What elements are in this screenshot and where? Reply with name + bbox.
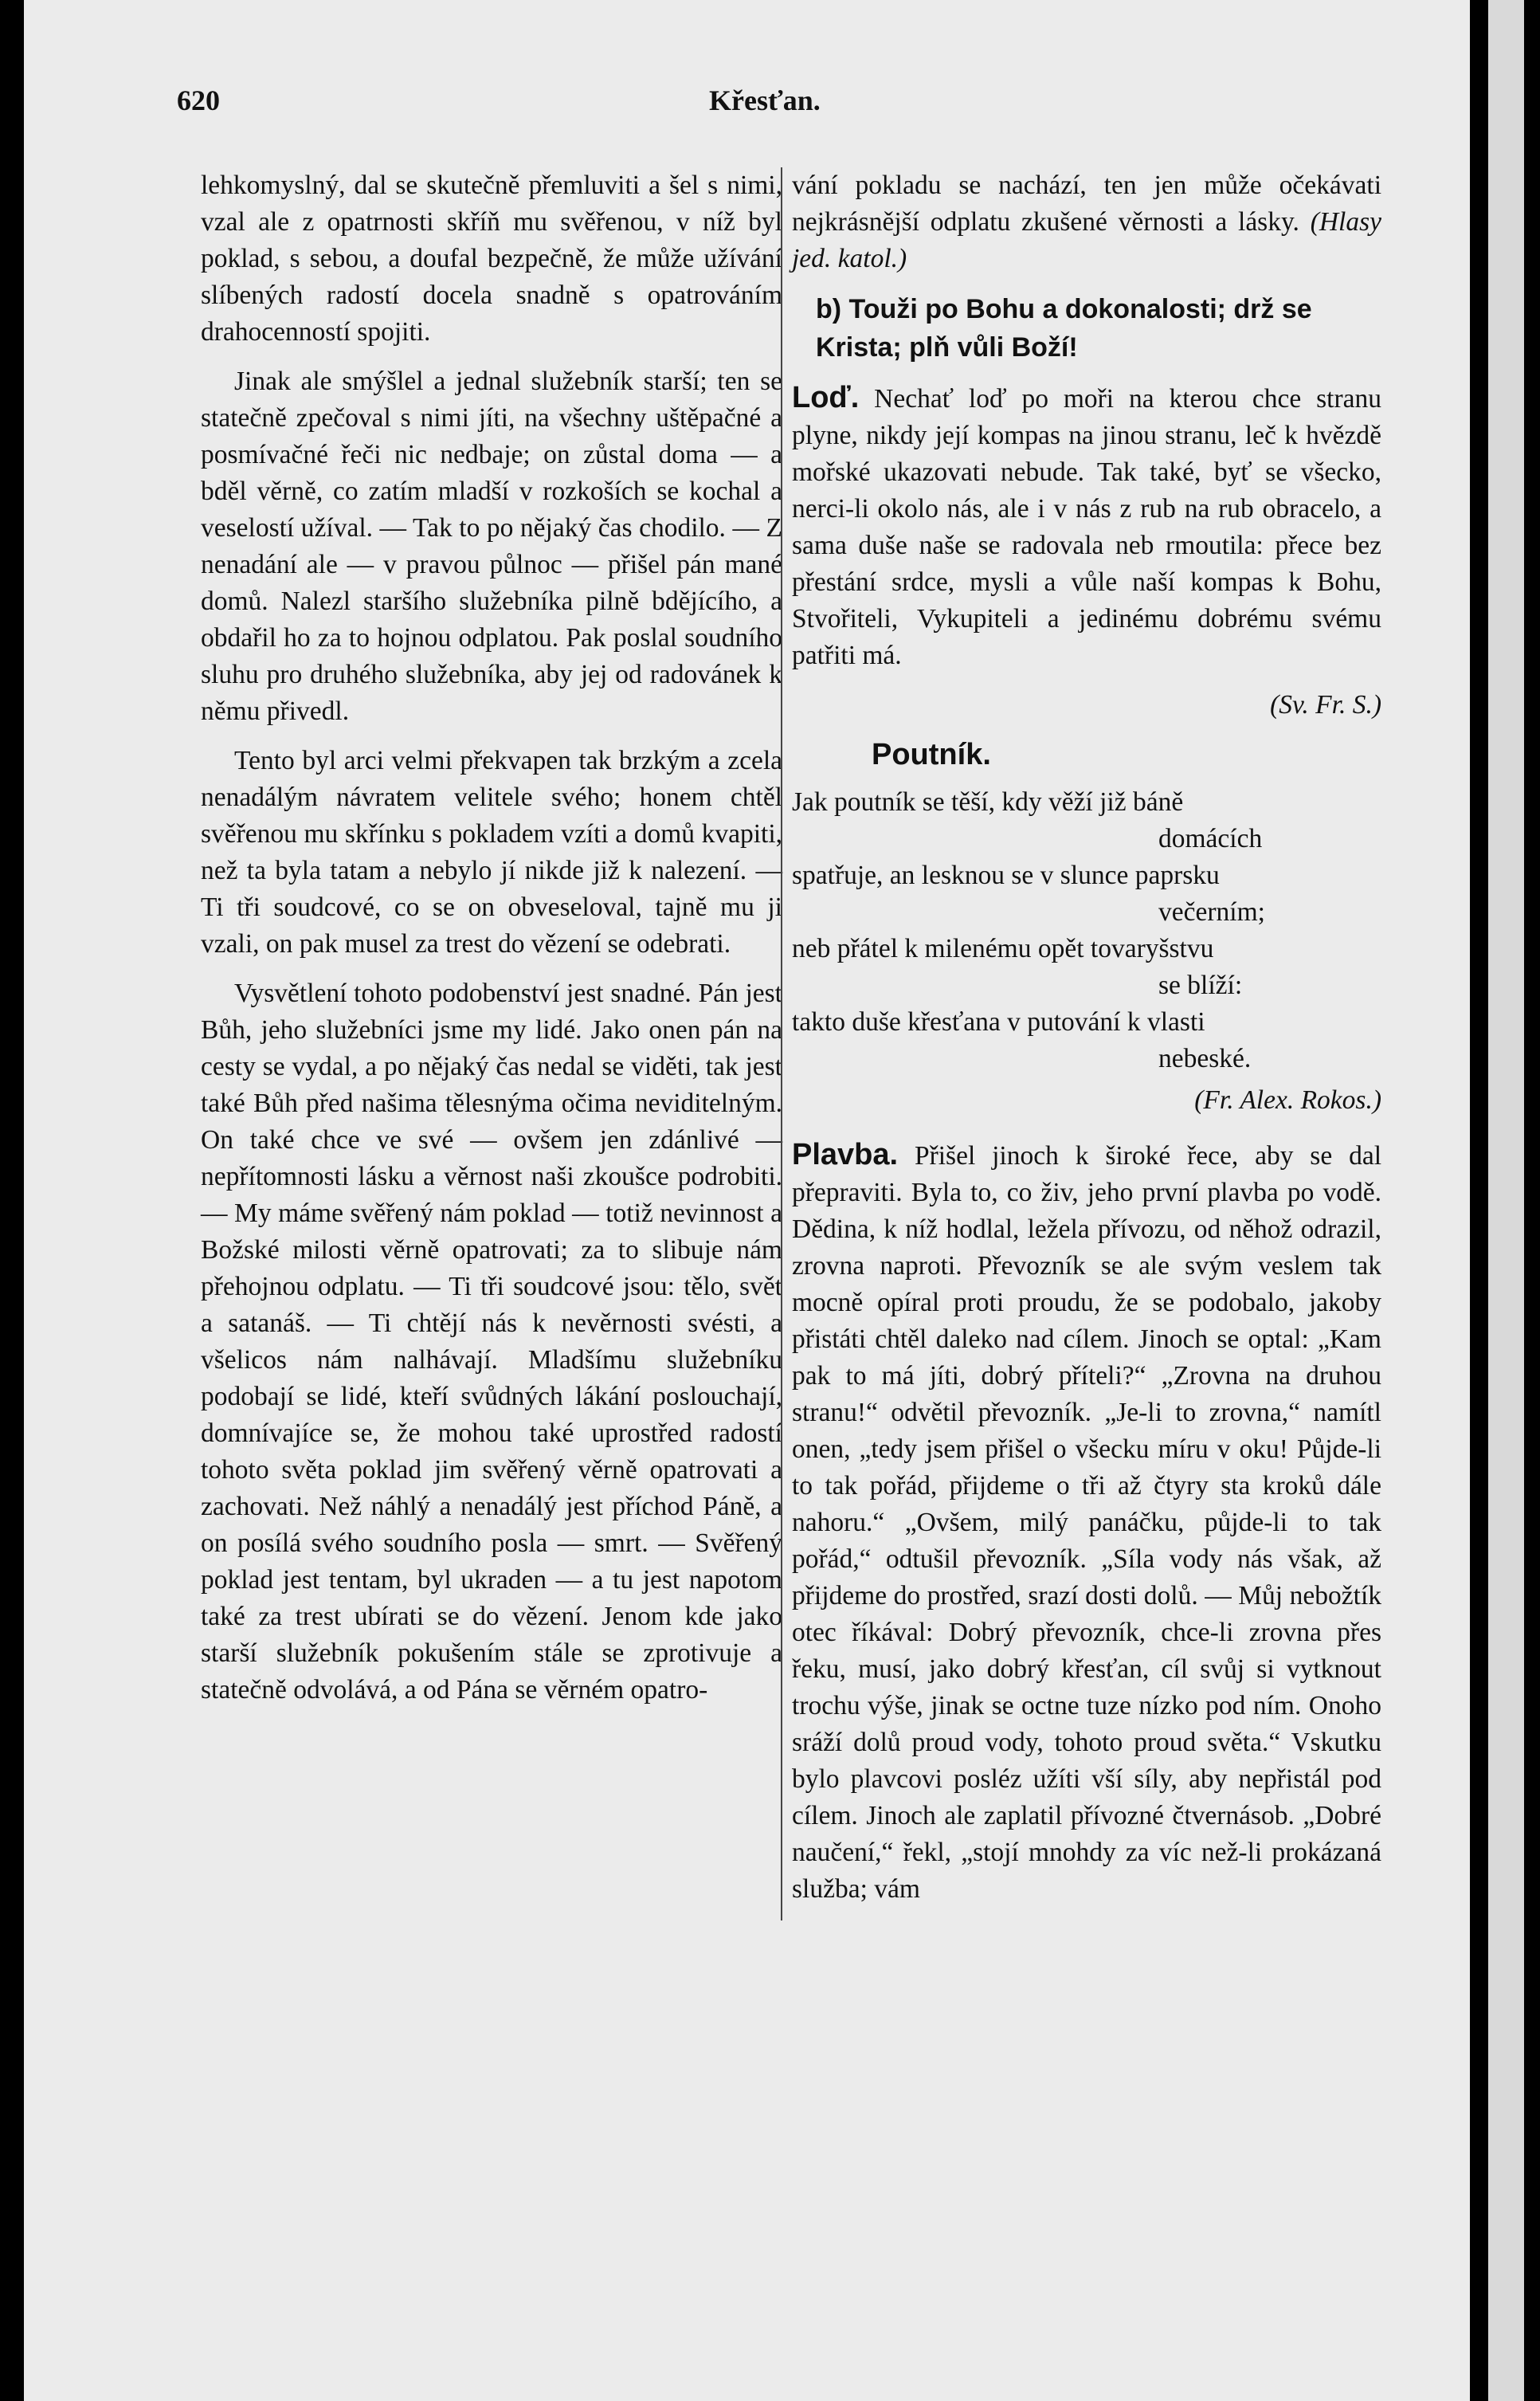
left-paragraph-2: Jinak ale smýšlel a jednal služebník starší; ten se statečně zpečoval s nimi jíti, na všechny uštěpačné a posmívačné řeči nic nedbaje; on zůstal doma — a bděl věrně, co zatím mladší v rozkoších se kochal a veselostí užíval. — Tak to po nějaký čas chodilo. — Z nenadání ale — v pravou půlnoc — přišel pán mané domů. Nalezl staršího služebníka pilně bdějícího, a obdařil ho za to hojnou odplatou. Pak poslal soudního sluhu pro druhého služebníka, aby jej od radovánek k němu přivedl. <box>201 367 782 726</box>
left-paragraph-4: Vysvětlení tohoto podobenství jest snadné. Pán jest Bůh, jeho služebníci jsme my lidé. Jako onen pán na cesty se vydal, a po nějaký čas nedal se viděti, tak jest také Bůh před našima tělesnýma očima neviditelným. On také chce ve své — ovšem jen zdánlivé — nepřítomnosti lásku a věrnost naši zkoušce podrobiti. — My máme svěřený nám poklad — totiž nevinnost a Božské milosti věrně opatrovati; za to slibuje nám přehojnou odplatu. — Ti tři soudcové jsou: tělo, svět a satanáš. — Ti chtějí nás k nevěrnosti svésti, a všelicos nám nalhávají. Mladšímu služebníku podobají se lidé, kteří svůdných lákání poslouchají, domnívajíce se, že mohou také uprostřed radostí tohoto světa poklad jim svěřený věrně opatrovati a zachovati. Než náhlý a nenadálý jest příchod Páně, a on posílá svého soudního posla — smrt. — Svěřený poklad jest tentam, byl ukraden — a tu jest napotom také za trest ubírati se do vězení. Jenom kde jako starší služebník pokušením stále se zprotivuje a statečně odvolává, a od Pána se věrném opatro- <box>201 979 782 1705</box>
plavba-paragraph <box>792 1136 1381 1908</box>
poutnik-heading: Poutník. <box>872 738 991 771</box>
poem <box>792 784 1381 1077</box>
poem-line-3-cont: se blíží: <box>1158 971 1243 1000</box>
right-paragraph-1 <box>792 167 1381 277</box>
lod-heading: Loď. <box>792 381 860 414</box>
plavba-heading: Plavba. <box>792 1138 899 1171</box>
poem-line-1-cont: domácích <box>1158 824 1263 853</box>
poem-line-1: Jak poutník se těší, kdy věží již báně <box>792 787 1184 817</box>
right-paragraph-1-text: vání pokladu se nachází, ten jen může očekávati nejkrásnější odplatu zkušené věrnosti a lásky. <box>792 171 1381 237</box>
running-title: Křesťan. <box>709 84 821 116</box>
lod-text: Nechať loď po moři na kterou chce stranu plyne, nikdy její kompas na jinou stranu, leč k hvězdě mořské ukazovati nebude. Tak také, byť se všecko, nerci-li okolo nás, ale i v nás z rub na rub obracelo, a sama duše naše se radovala neb rmoutila: přece bez přestání srdce, mysli a vůle naší kompas k Bohu, Stvořiteli, Vykupiteli a jedinému dobrému svému patřiti má. <box>792 384 1382 670</box>
poem-line-2-cont: večerním; <box>1158 897 1265 927</box>
left-paragraph-1: lehkomyslný, dal se skutečně přemluviti a šel s nimi, vzal ale z opatrnosti skříň mu svěřenou, v níž byl poklad, s sebou, a doufal bezpečně, že může užívání slíbených radostí docela snadně s opatrováním drahocenností spojiti. <box>201 171 782 347</box>
lod-paragraph <box>792 379 1381 674</box>
plavba-text: Přišel jinoch k široké řece, aby se dal přepraviti. Byla to, co živ, jeho první plavba po vodě. Dědina, k níž hodlal, ležela přívozu, od něhož odrazil, zrovna naproti. Převozník se ale svým veslem tak mocně opíral proti proudu, že se podobalo, jakoby přistáti chtěl daleko nad cílem. Jinoch se optal: „Kam pak to má jíti, dobrý příteli?“ „Zrovna na druhou stranu!“ odvětil převozník. „Je-li to zrovna,“ namítl onen, „tedy jsem přišel o všecku míru v oku! Půjde-li to tak pořád, přijdeme o tři až čtyry sta kroků dále nahoru.“ „Ovšem, milý panáčku, půjde-li to tak pořád,“ odtušil převozník. „Síla vody nás však, až přijdeme do prostřed, srazí dosti dolů. — Můj nebožtík otec říkával: Dobrý převozník, chce-li zrovna přes řeku, musí, jako dobrý křesťan, cíl svůj si vytknout trochu výše, jinak se octne tuze nízko pod ním. Onoho sráží dolů proud vody, tohoto proud světa.“ Vskutku bylo plavcovi posléz užíti vší síly, aby nepřistál pod cílem. Jinoch ale zaplatil přívozné čtvernásob. „Dobré naučení,“ řekl, „stojí mnohdy za víc než-li prokázaná služba; vám <box>792 1141 1382 1904</box>
poem-line-4: takto duše křesťana v putování k vlasti <box>792 1007 1205 1037</box>
page-number: 620 <box>177 84 220 116</box>
left-column <box>201 167 782 1721</box>
poem-line-3: neb přátel k milenému opět tovaryšstvu <box>792 934 1214 963</box>
left-paragraph-3: Tento byl arci velmi překvapen tak brzkým a zcela nenadálým návratem velitele svého; honem chtěl svěřenou mu skřínku s pokladem vzíti a domů kvapiti, než ta byla tatam a nebylo jí nikde již k nalezení. — Ti tři soudcové, co se on obveseloval, tajně mu ji vzali, on pak musel za trest do vězení se odebrati. <box>201 746 782 959</box>
poem-line-2: spatřuje, an lesknou se v slunce paprsku <box>792 861 1220 890</box>
section-heading: b) Touži po Bohu a dokonalosti; drž se Krista; plň vůli Boží! <box>816 294 1312 363</box>
book-page <box>24 0 1470 2401</box>
poem-citation: (Fr. Alex. Rokos.) <box>1194 1085 1381 1115</box>
page-header <box>24 84 1470 131</box>
adjacent-page-edge <box>1488 0 1524 2401</box>
poem-line-4-cont: nebeské. <box>1158 1044 1252 1073</box>
right-paragraph-1-citation: (Hlasy jed. katol.) <box>792 207 1381 273</box>
right-column <box>781 167 1381 1920</box>
lod-citation: (Sv. Fr. S.) <box>1270 690 1381 720</box>
